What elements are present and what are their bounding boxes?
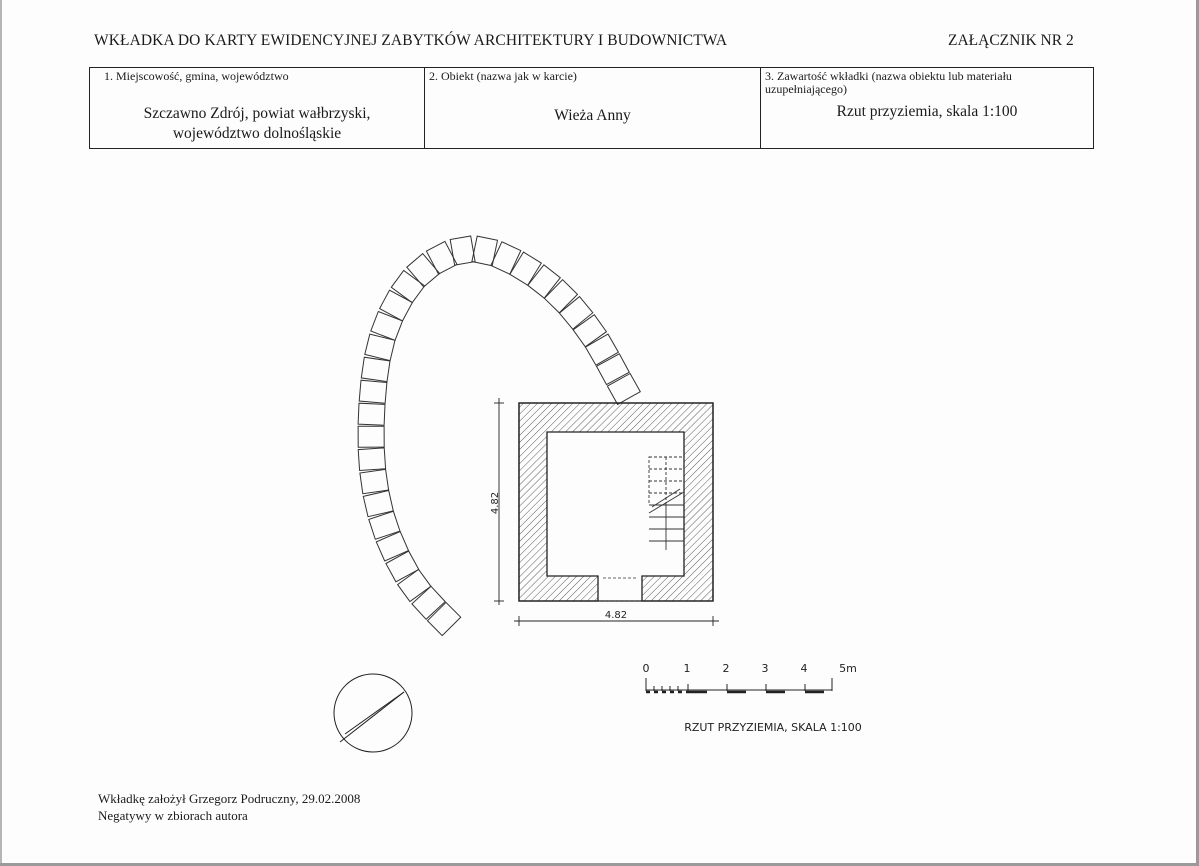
arch-stone-block xyxy=(586,334,619,365)
arch-stone-block xyxy=(510,252,541,285)
arch-stone-block xyxy=(365,334,395,361)
arch-stone-block xyxy=(607,374,640,405)
arch-stone-block xyxy=(358,403,385,425)
arch-stone-block xyxy=(544,280,577,313)
object-label: 2. Obiekt (nazwa jak w karcie) xyxy=(429,69,577,83)
arch-stone-block xyxy=(559,297,592,330)
scale-bar xyxy=(646,678,832,692)
dimension-vertical-label: 4.82 xyxy=(490,491,501,515)
arch-stone-block xyxy=(391,271,424,303)
dimension-horizontal-label: 4.82 xyxy=(604,610,628,621)
arch-stone-block xyxy=(528,265,561,298)
arch-stone-block xyxy=(450,236,475,265)
arch-stone-block xyxy=(359,380,387,403)
staircase xyxy=(649,457,684,550)
arch-stone-block xyxy=(407,254,440,287)
footer xyxy=(98,790,360,824)
tower-plan xyxy=(519,403,713,601)
location-label: 1. Miejscowość, gmina, województwo xyxy=(104,69,289,83)
scale-tick-label: 2 xyxy=(722,662,730,675)
scale-caption: RZUT PRZYZIEMIA, SKALA 1:100 xyxy=(684,721,862,734)
arch-stone-block xyxy=(358,448,385,471)
content-label-line2: uzupełniającego) xyxy=(765,82,847,96)
arch-stone-block xyxy=(376,532,408,562)
content-label-line1: 3. Zawartość wkładki (nazwa obiektu lub materiału xyxy=(765,69,1012,83)
object-value: Wieża Anny xyxy=(554,107,631,124)
arch-stone-block xyxy=(361,357,390,381)
scale-bar-labels xyxy=(643,662,857,675)
arch-stone-block xyxy=(386,551,419,582)
attachment-number: ZAŁĄCZNIK NR 2 xyxy=(948,32,1074,49)
arch-stone-block xyxy=(371,312,403,341)
arch-stone-block xyxy=(573,315,606,347)
footer-author: Wkładkę założył Grzegorz Podruczny, 29.02.2008 xyxy=(98,791,361,806)
location-value-line1: Szczawno Zdrój, powiat wałbrzyski, xyxy=(143,105,371,122)
location-value-line2: województwo dolnośląskie xyxy=(172,125,342,142)
scale-tick-label: 0 xyxy=(642,662,650,675)
arch-stone-block xyxy=(360,469,389,493)
north-arrow-icon xyxy=(334,674,412,752)
arch-stone-block xyxy=(428,602,461,635)
arch-stone-block xyxy=(398,569,431,601)
arch-stone-block xyxy=(491,242,521,274)
arch-stone-block xyxy=(472,236,498,266)
arch-stone-block xyxy=(426,241,457,274)
arch-stone-block xyxy=(358,426,384,447)
content-value: Rzut przyziemia, skala 1:100 xyxy=(836,103,1018,120)
arch-stone-block xyxy=(380,290,413,321)
scale-tick-label: 5m xyxy=(839,662,857,675)
document-title: WKŁADKA DO KARTY EWIDENCYJNEJ ZABYTKÓW ARCHITEKTURY I BUDOWNICTWA xyxy=(94,32,728,49)
footer-negatives: Negatywy w zbiorach autora xyxy=(98,808,248,823)
scale-tick-label: 4 xyxy=(800,662,808,675)
arch-stone-block xyxy=(412,586,445,619)
scale-tick-label: 3 xyxy=(761,662,769,675)
scale-tick-label: 1 xyxy=(683,662,691,675)
arch-stone-block xyxy=(597,354,630,385)
